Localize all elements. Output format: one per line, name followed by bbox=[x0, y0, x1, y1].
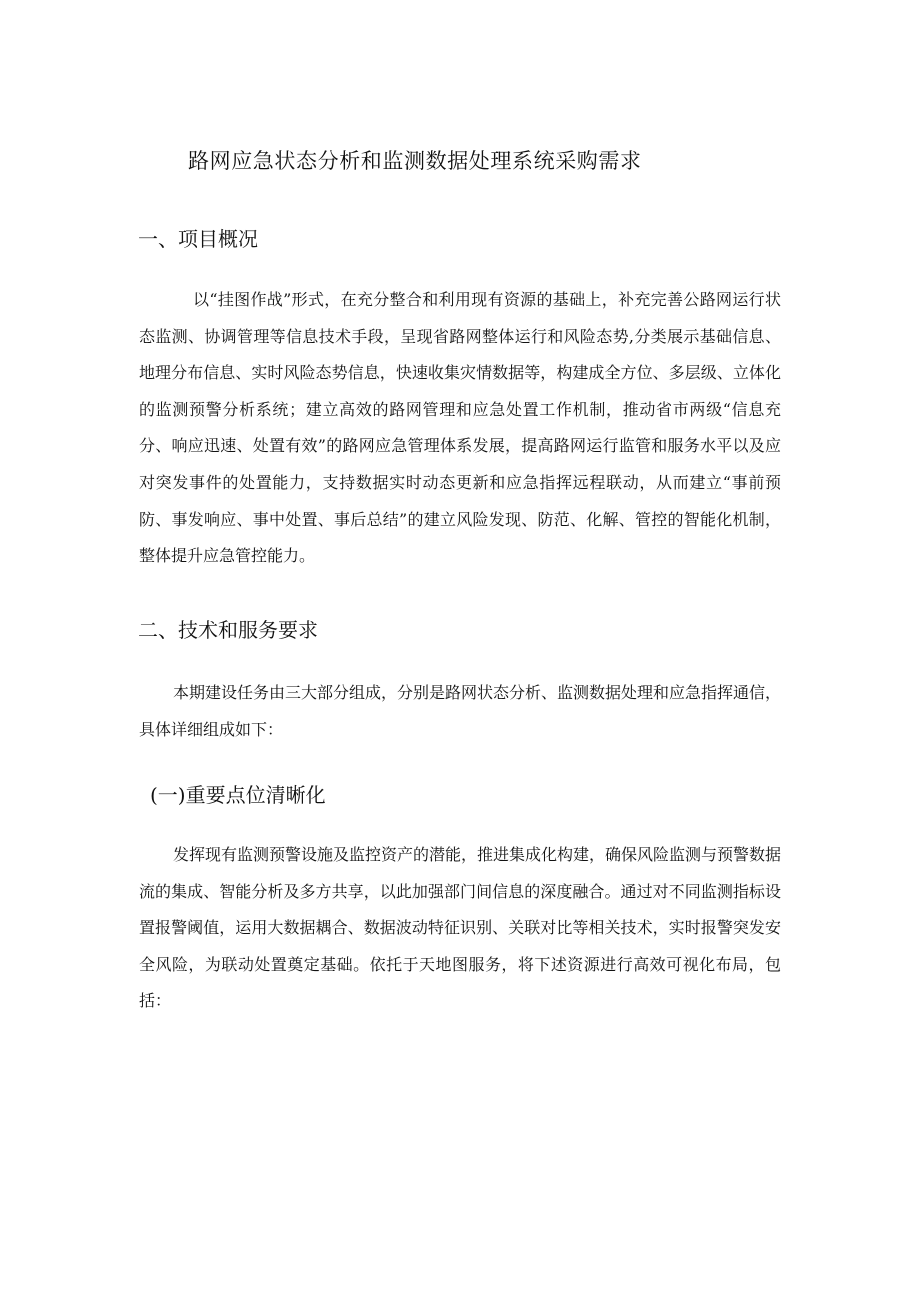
section-paragraph-technical-requirements: 本期建设任务由三大部分组成，分别是路网状态分析、监测数据处理和应急指挥通信，具体详细组成如下： bbox=[139, 683, 782, 739]
section-paragraph-project-overview: 以“挂图作战”形式，在充分整合和利用现有资源的基础上，补充完善公路网运行状态监测、协调管理等信息技术手段，呈现省路网整体运行和风险态势,分类展示基础信息、地理分布信息、实时风险态势信息，快速收集灾情数据等，构建成全方位、多层级、立体化的监测预警分析系统；建立高效的路网管理和应急处置工作机制，推动省市两级“信息充分、响应迅速、处置有效”的路网应急管理体系发展，提高路网运行监管和服务水平以及应对突发事件的处置能力，支持数据实时动态更新和应急指挥远程联动，从而建立“事前预防、事发响应、事中处置、事后总结”的建立风险发现、防范、化解、管控的智能化机制，整体提升应急管控能力。 bbox=[139, 290, 781, 566]
subsection-paragraph-key-points: 发挥现有监测预警设施及监控资产的潜能，推进集成化构建，确保风险监测与预警数据流的集成、智能分析及多方共享，以此加强部门间信息的深度融合。通过对不同监测指标设置报警阈值，运用大数据耦合、数据波动特征识别、关联对比等相关技术，实时报警突发安全风险，为联动处置奠定基础。依托于天地图服务，将下述资源进行高效可视化布局，包括： bbox=[139, 845, 782, 1011]
section-heading-technical-requirements: 二、技术和服务要求 bbox=[138, 618, 318, 642]
document-title: 路网应急状态分析和监测数据处理系统采购需求 bbox=[188, 149, 642, 173]
subsection-heading-key-points: (一)重要点位清晰化 bbox=[150, 783, 326, 807]
section-heading-project-overview: 一、项目概况 bbox=[138, 227, 258, 251]
